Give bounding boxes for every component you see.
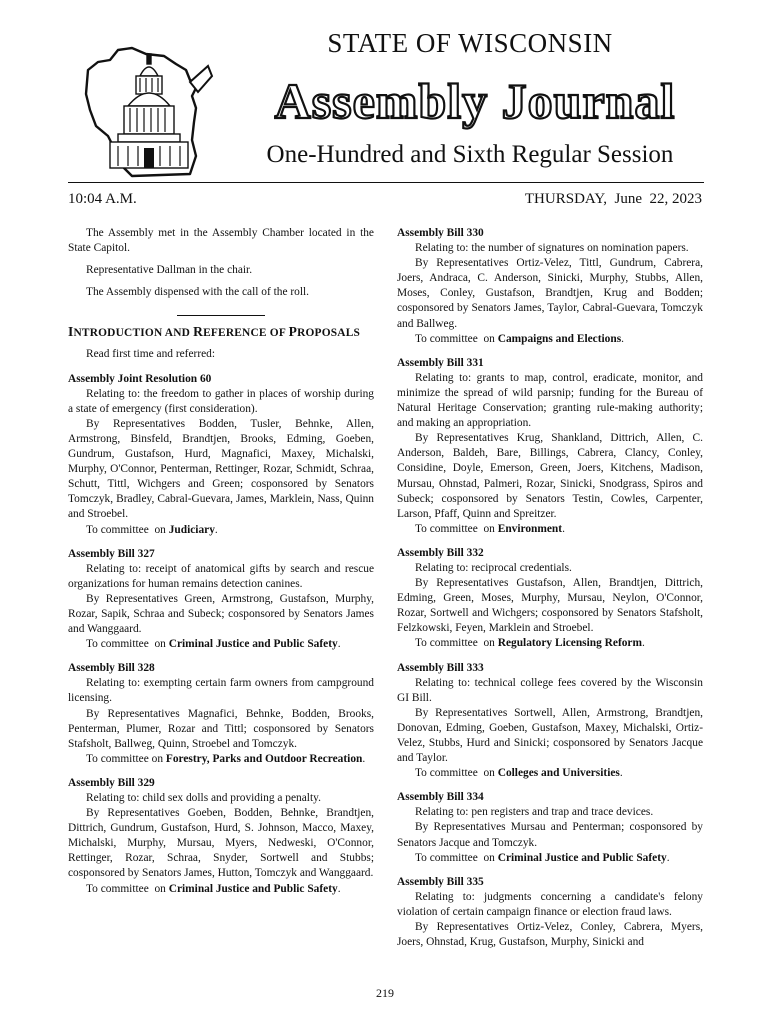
section-heading: INTRODUCTION AND REFERENCE OF PROPOSALS xyxy=(68,324,361,340)
bill-title: Assembly Bill 332 xyxy=(397,546,484,559)
header-divider xyxy=(68,182,704,183)
bill-relating: Relating to: technical college fees covered by the Wisconsin GI Bill. xyxy=(397,676,703,704)
bill-sponsors: By Representatives Krug, Shankland, Dittrich, Allen, C. Anderson, Baldeh, Bare, Billings, Cabrera, Clancy, Conley, Considine, Doyle, Emerson, Green, Joers, Kitchens, Madison, Mursau, Ohnstad, Palmeri, Rozar, Sinicki, Snodgrass, Spiros and Subeck; cosponsored by Senators Testin, Cowles, Carpenter, Larson, Pfaff, Quinn and Spreitzer. xyxy=(397,432,703,520)
state-title: STATE OF WISCONSIN xyxy=(327,28,613,58)
bill-committee: To committee on Criminal Justice and Public Safety. xyxy=(86,638,341,651)
bill-committee: To committee on Criminal Justice and Public Safety. xyxy=(86,882,341,895)
wisconsin-capitol-logo xyxy=(74,36,224,186)
bill-title: Assembly Bill 329 xyxy=(68,776,155,789)
bill-entry xyxy=(397,661,703,782)
bill-relating: Relating to: reciprocal credentials. xyxy=(415,561,572,574)
bill-entry xyxy=(397,875,703,950)
right-column xyxy=(397,226,703,950)
page-number: 219 xyxy=(376,986,394,1000)
bill-relating: Relating to: the freedom to gather in places of worship during a state of emergency (first consideration). xyxy=(68,387,374,415)
bill-title: Assembly Bill 334 xyxy=(397,791,484,804)
bill-sponsors: By Representatives Goeben, Bodden, Behnke, Brandtjen, Dittrich, Gundrum, Gustafson, Hurd, S. Johnson, Macco, Maxey, Michalski, Murphy, Mursau, Myers, Nedweski, O'Connor, Rettinger, Rozar, Schraa, Snyder, Sortwell and Stubbs; cosponsored by Senators James, Hutton, Tomczyk and Wanggaard. xyxy=(68,807,374,880)
session-time: 10:04 A.M. xyxy=(68,191,137,207)
bill-title: Assembly Joint Resolution 60 xyxy=(68,372,212,385)
bill-sponsors: By Representatives Gustafson, Allen, Brandtjen, Dittrich, Edming, Green, Moses, Murphy, Mursau, Neylon, O'Connor, Rozar, Sortwell and Wichgers; cosponsored by Senators Stafsholt, Felzkowski, Feyen, Marklein and Stroebel. xyxy=(397,577,703,635)
bill-relating: Relating to: pen registers and trap and trace devices. xyxy=(415,806,654,819)
bill-entry xyxy=(397,356,703,537)
bill-entry xyxy=(68,372,374,538)
bill-title: Assembly Bill 330 xyxy=(397,227,484,239)
journal-title: Assembly Journal xyxy=(274,73,676,129)
intro-paragraph: The Assembly met in the Assembly Chamber located in the State Capitol. xyxy=(68,227,374,255)
bill-title: Assembly Bill 335 xyxy=(397,875,484,888)
bill-title: Assembly Bill 333 xyxy=(397,661,484,674)
bill-relating: Relating to: exempting certain farm owners from campground licensing. xyxy=(68,677,374,705)
bill-relating: Relating to: child sex dolls and providing a penalty. xyxy=(86,792,321,804)
read-first-text: Read first time and referred: xyxy=(86,348,216,361)
left-column xyxy=(68,226,374,897)
bill-relating: Relating to: judgments concerning a candidate's felony violation of certain campaign finance or election fraud laws. xyxy=(397,890,703,918)
bill-committee: To committee on Campaigns and Elections. xyxy=(415,332,625,345)
bill-entry xyxy=(397,790,703,865)
bill-relating: Relating to: grants to map, control, eradicate, monitor, and minimize the spread of wild parsnip; funding for the Bureau of Natural Heritage Conservation; granting rule-making authority; and making an appropriation. xyxy=(397,371,703,430)
bill-entry xyxy=(397,226,703,347)
bill-sponsors: By Representatives Sortwell, Allen, Armstrong, Brandtjen, Donovan, Edming, Goeben, Gustafson, Maxey, Michalski, Ortiz-Velez, Stubbs, Hurd and Sinicki; cosponsored by Senators Jacque and Taylor. xyxy=(397,706,703,765)
bill-committee: To committee on Colleges and Universities. xyxy=(415,767,623,780)
bill-sponsors: By Representatives Bodden, Tusler, Behnke, Allen, Armstrong, Binsfeld, Brandtjen, Brooks, Edming, Goeben, Gundrum, Gustafson, Hurd, Magnafici, Maxey, Michalski, Murphy, O'Connor, Penterman, Rettinger, Rozar, Schmidt, Schraa, Schutt, Tittl, Wichgers and Green; cosponsored by Senators Tomczyk, Bradley, Cabral-Guevara, James, Marklein, Nass, Quinn and Stroebel. xyxy=(68,417,374,521)
bill-title: Assembly Bill 327 xyxy=(68,547,155,560)
bill-title: Assembly Bill 331 xyxy=(397,356,484,369)
bill-relating: Relating to: the number of signatures on nomination papers. xyxy=(415,242,689,255)
bill-sponsors: By Representatives Magnafici, Behnke, Bodden, Brooks, Penterman, Plumer, Rozar and Tittl; cosponsored by Senators Stafsholt, Ballweg, Quinn, Stroebel and Tomczyk. xyxy=(68,707,374,750)
bill-relating: Relating to: receipt of anatomical gifts by search and rescue organizations for human remains detection canines. xyxy=(68,562,374,590)
bill-sponsors: By Representatives Mursau and Penterman; cosponsored by Senators Jacque and Tomczyk. xyxy=(397,821,703,849)
intro-paragraph: Representative Dallman in the chair. xyxy=(86,264,253,277)
bill-sponsors: By Representatives Ortiz-Velez, Conley, Cabrera, Myers, Joers, Ohnstad, Krug, Gustafson, Murphy, Sinicki and xyxy=(397,921,703,949)
bill-entry xyxy=(68,661,374,767)
bill-sponsors: By Representatives Ortiz-Velez, Tittl, Gundrum, Cabrera, Joers, Andraca, C. Anderson, Sinicki, Murphy, Stubbs, Allen, Moses, Conley, Gustafson, Brandtjen, Krug and Bodden; cosponsored by Senators James, Taylor, Cabral-Guevara, Tomczyk and Ballweg. xyxy=(397,257,703,330)
section-divider xyxy=(177,315,265,316)
bill-entry xyxy=(68,547,374,653)
bill-entry xyxy=(68,776,374,897)
bill-committee: To committee on Forestry, Parks and Outdoor Recreation. xyxy=(86,752,366,765)
session-date: THURSDAY, June 22, 2023 xyxy=(524,191,702,207)
bill-committee: To committee on Regulatory Licensing Reform. xyxy=(415,637,645,650)
bill-title: Assembly Bill 328 xyxy=(68,662,155,675)
bill-committee: To committee on Environment. xyxy=(415,522,565,535)
intro-paragraph: The Assembly dispensed with the call of the roll. xyxy=(86,286,310,299)
bill-committee: To committee on Judiciary. xyxy=(86,523,218,536)
bill-sponsors: By Representatives Green, Armstrong, Gustafson, Murphy, Rozar, Sapik, Schraa and Subeck; cosponsored by Senators James and Wanggaard. xyxy=(68,592,374,636)
bill-entry xyxy=(397,546,703,652)
session-title: One-Hundred and Sixth Regular Session xyxy=(266,141,674,168)
bill-committee: To committee on Criminal Justice and Public Safety. xyxy=(415,851,670,864)
